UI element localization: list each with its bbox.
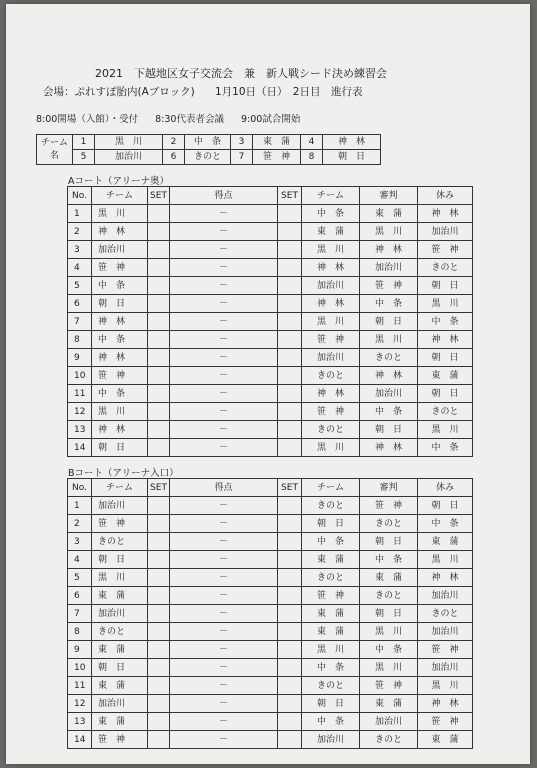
team-a: 中 条 <box>92 385 148 403</box>
set-cell <box>148 385 170 403</box>
team-b: 東 蒲 <box>302 223 360 241</box>
match-number: 3 <box>68 533 92 551</box>
table-row <box>68 259 473 277</box>
team-b: 黒 川 <box>302 313 360 331</box>
match-number: 3 <box>68 241 92 259</box>
score-cell: － <box>170 551 278 569</box>
team-b: 東 蒲 <box>302 623 360 641</box>
referee-team: 東 蒲 <box>360 695 418 713</box>
match-number: 4 <box>68 551 92 569</box>
team-a: きのと <box>92 623 148 641</box>
match-number: 14 <box>68 439 92 457</box>
match-number: 11 <box>68 385 92 403</box>
table-row <box>68 587 473 605</box>
score-cell: － <box>170 421 278 439</box>
table-row <box>68 421 473 439</box>
col-set: SET <box>148 187 170 205</box>
score-cell: － <box>170 241 278 259</box>
team-b: 神 林 <box>302 295 360 313</box>
team-b: 黒 川 <box>302 439 360 457</box>
table-row <box>68 367 473 385</box>
resting-team: 中 条 <box>418 515 473 533</box>
team-b: きのと <box>302 421 360 439</box>
team-b: 黒 川 <box>302 241 360 259</box>
team-b: 中 条 <box>302 659 360 677</box>
team-b: 加治川 <box>302 349 360 367</box>
match-number: 2 <box>68 515 92 533</box>
score-cell: － <box>170 403 278 421</box>
score-cell: － <box>170 695 278 713</box>
match-number: 14 <box>68 731 92 749</box>
team-a: 朝 日 <box>92 551 148 569</box>
match-number: 7 <box>68 313 92 331</box>
set-cell <box>278 497 302 515</box>
set-cell <box>278 641 302 659</box>
resting-team: きのと <box>418 605 473 623</box>
score-cell: － <box>170 331 278 349</box>
match-number: 8 <box>68 623 92 641</box>
set-cell <box>148 731 170 749</box>
resting-team: 東 蒲 <box>418 367 473 385</box>
team-name: 神 林 <box>323 135 381 150</box>
set-cell <box>148 533 170 551</box>
score-cell: － <box>170 439 278 457</box>
score-cell: － <box>170 641 278 659</box>
score-cell: － <box>170 385 278 403</box>
team-a: きのと <box>92 533 148 551</box>
set-cell <box>148 677 170 695</box>
table-row <box>68 515 473 533</box>
team-a: 朝 日 <box>92 659 148 677</box>
team-b: 中 条 <box>302 713 360 731</box>
set-cell <box>278 587 302 605</box>
col-rest: 休み <box>418 187 473 205</box>
table-row <box>68 551 473 569</box>
set-cell <box>148 623 170 641</box>
match-number: 9 <box>68 349 92 367</box>
resting-team: 笹 神 <box>418 713 473 731</box>
resting-team: 朝 日 <box>418 277 473 295</box>
table-row <box>68 403 473 421</box>
venue-line <box>43 84 363 99</box>
team-b: きのと <box>302 677 360 695</box>
set-cell <box>278 331 302 349</box>
team-b: 黒 川 <box>302 641 360 659</box>
team-number: 3 <box>231 135 253 150</box>
set-cell <box>148 569 170 587</box>
table-row <box>68 731 473 749</box>
team-a: 朝 日 <box>92 295 148 313</box>
col-team: チーム <box>92 479 148 497</box>
set-cell <box>148 313 170 331</box>
referee-team: きのと <box>360 587 418 605</box>
team-name: 中 条 <box>185 135 231 150</box>
resting-team: 神 林 <box>418 695 473 713</box>
table-row <box>68 385 473 403</box>
team-b: 加治川 <box>302 277 360 295</box>
resting-team: 神 林 <box>418 331 473 349</box>
team-b: 朝 日 <box>302 515 360 533</box>
score-cell: － <box>170 259 278 277</box>
team-a: 中 条 <box>92 331 148 349</box>
set-cell <box>148 551 170 569</box>
team-b: きのと <box>302 367 360 385</box>
resting-team: 笹 神 <box>418 241 473 259</box>
team-list-header: チーム名 <box>37 135 73 165</box>
score-cell: － <box>170 277 278 295</box>
set-cell <box>278 223 302 241</box>
score-cell: － <box>170 313 278 331</box>
referee-team: 加治川 <box>360 713 418 731</box>
resting-team: 黒 川 <box>418 295 473 313</box>
set-cell <box>278 515 302 533</box>
resting-team: 神 林 <box>418 205 473 223</box>
team-a: 東 蒲 <box>92 641 148 659</box>
set-cell <box>278 677 302 695</box>
set-cell <box>278 385 302 403</box>
team-b: 東 蒲 <box>302 551 360 569</box>
resting-team: 加治川 <box>418 223 473 241</box>
match-number: 7 <box>68 605 92 623</box>
team-name: 笹 神 <box>253 150 301 165</box>
team-a: 黒 川 <box>92 403 148 421</box>
schedule-start: 9:00試合開始 <box>241 114 301 125</box>
team-a: 加治川 <box>92 497 148 515</box>
team-b: 中 条 <box>302 533 360 551</box>
table-row <box>68 497 473 515</box>
team-a: 加治川 <box>92 241 148 259</box>
team-a: 神 林 <box>92 313 148 331</box>
referee-team: きのと <box>360 731 418 749</box>
team-a: 加治川 <box>92 605 148 623</box>
referee-team: 東 蒲 <box>360 205 418 223</box>
referee-team: 中 条 <box>360 295 418 313</box>
team-a: 朝 日 <box>92 439 148 457</box>
referee-team: 東 蒲 <box>360 569 418 587</box>
set-cell <box>148 641 170 659</box>
score-cell: － <box>170 349 278 367</box>
set-cell <box>278 367 302 385</box>
col-referee: 審判 <box>360 187 418 205</box>
col-set: SET <box>278 187 302 205</box>
match-number: 8 <box>68 331 92 349</box>
table-row <box>68 439 473 457</box>
referee-team: 黒 川 <box>360 623 418 641</box>
table-row <box>68 277 473 295</box>
match-number: 13 <box>68 713 92 731</box>
table-row <box>68 205 473 223</box>
col-team: チーム <box>92 187 148 205</box>
team-a: 東 蒲 <box>92 587 148 605</box>
score-cell: － <box>170 497 278 515</box>
set-cell <box>148 421 170 439</box>
resting-team: 東 蒲 <box>418 533 473 551</box>
set-cell <box>278 277 302 295</box>
referee-team: 黒 川 <box>360 659 418 677</box>
score-cell: － <box>170 533 278 551</box>
team-number: 4 <box>301 135 323 150</box>
set-cell <box>148 403 170 421</box>
set-cell <box>148 713 170 731</box>
score-cell: － <box>170 223 278 241</box>
match-number: 13 <box>68 421 92 439</box>
referee-team: 中 条 <box>360 551 418 569</box>
col-team: チーム <box>302 479 360 497</box>
team-name: 東 蒲 <box>253 135 301 150</box>
resting-team: 加治川 <box>418 587 473 605</box>
team-a: 黒 川 <box>92 569 148 587</box>
set-cell <box>278 313 302 331</box>
referee-team: 中 条 <box>360 403 418 421</box>
match-number: 5 <box>68 569 92 587</box>
resting-team: 加治川 <box>418 659 473 677</box>
set-cell <box>278 551 302 569</box>
court-b-label: Bコート（アリーナ入口） <box>68 468 179 479</box>
score-cell: － <box>170 731 278 749</box>
set-cell <box>148 277 170 295</box>
table-row <box>68 349 473 367</box>
resting-team: 黒 川 <box>418 677 473 695</box>
score-cell: － <box>170 515 278 533</box>
referee-team: 黒 川 <box>360 223 418 241</box>
score-cell: － <box>170 295 278 313</box>
resting-team: 加治川 <box>418 623 473 641</box>
team-number: 2 <box>163 135 185 150</box>
score-cell: － <box>170 569 278 587</box>
score-cell: － <box>170 677 278 695</box>
resting-team: 笹 神 <box>418 641 473 659</box>
referee-team: 神 林 <box>360 367 418 385</box>
score-cell: － <box>170 205 278 223</box>
team-b: 笹 神 <box>302 331 360 349</box>
team-a: 笹 神 <box>92 259 148 277</box>
referee-team: 加治川 <box>360 385 418 403</box>
set-cell <box>148 349 170 367</box>
team-a: 笹 神 <box>92 731 148 749</box>
referee-team: 笹 神 <box>360 677 418 695</box>
table-row <box>68 677 473 695</box>
referee-team: 朝 日 <box>360 533 418 551</box>
col-no: No. <box>68 479 92 497</box>
team-a: 東 蒲 <box>92 713 148 731</box>
set-cell <box>278 569 302 587</box>
venue: 会場：ぷれすぽ胎内(Aブロック) <box>43 86 195 98</box>
set-cell <box>278 731 302 749</box>
court-a-table <box>67 186 473 457</box>
team-a: 神 林 <box>92 349 148 367</box>
resting-team: 東 蒲 <box>418 731 473 749</box>
schedule-line <box>36 111 314 125</box>
team-number: 5 <box>73 150 95 165</box>
team-b: 笹 神 <box>302 587 360 605</box>
resting-team: 中 条 <box>418 439 473 457</box>
table-row <box>68 569 473 587</box>
match-number: 6 <box>68 295 92 313</box>
set-cell <box>278 623 302 641</box>
set-cell <box>278 241 302 259</box>
referee-team: 笹 神 <box>360 497 418 515</box>
score-cell: － <box>170 367 278 385</box>
set-cell <box>278 439 302 457</box>
referee-team: きのと <box>360 349 418 367</box>
table-row <box>68 241 473 259</box>
team-a: 笹 神 <box>92 367 148 385</box>
table-row <box>68 533 473 551</box>
table-row <box>68 331 473 349</box>
resting-team: 朝 日 <box>418 349 473 367</box>
set-cell <box>278 259 302 277</box>
set-cell <box>148 223 170 241</box>
team-b: 朝 日 <box>302 695 360 713</box>
set-cell <box>148 587 170 605</box>
referee-team: 笹 神 <box>360 277 418 295</box>
match-number: 2 <box>68 223 92 241</box>
event-date: 1月10日（日） 2日目 進行表 <box>215 86 363 98</box>
col-score: 得点 <box>170 187 278 205</box>
col-set: SET <box>148 479 170 497</box>
team-number: 7 <box>231 150 253 165</box>
resting-team: きのと <box>418 403 473 421</box>
set-cell <box>148 659 170 677</box>
team-b: 笹 神 <box>302 403 360 421</box>
match-number: 11 <box>68 677 92 695</box>
team-name: 加治川 <box>95 150 163 165</box>
team-b: 加治川 <box>302 731 360 749</box>
set-cell <box>278 533 302 551</box>
match-number: 10 <box>68 367 92 385</box>
match-number: 9 <box>68 641 92 659</box>
set-cell <box>278 713 302 731</box>
set-cell <box>148 497 170 515</box>
set-cell <box>148 367 170 385</box>
team-number: 8 <box>301 150 323 165</box>
team-b: 東 蒲 <box>302 605 360 623</box>
team-a: 中 条 <box>92 277 148 295</box>
team-a: 加治川 <box>92 695 148 713</box>
col-set: SET <box>278 479 302 497</box>
col-score: 得点 <box>170 479 278 497</box>
match-number: 12 <box>68 403 92 421</box>
resting-team: 神 林 <box>418 569 473 587</box>
match-number: 1 <box>68 205 92 223</box>
schedule-meeting: 8:30代表者会議 <box>155 114 224 125</box>
team-b: 中 条 <box>302 205 360 223</box>
table-row <box>68 605 473 623</box>
match-number: 1 <box>68 497 92 515</box>
score-cell: － <box>170 713 278 731</box>
team-number: 1 <box>73 135 95 150</box>
resting-team: きのと <box>418 259 473 277</box>
team-a: 神 林 <box>92 421 148 439</box>
table-row <box>68 713 473 731</box>
resting-team: 中 条 <box>418 313 473 331</box>
referee-team: 朝 日 <box>360 313 418 331</box>
team-b: 神 林 <box>302 385 360 403</box>
match-number: 4 <box>68 259 92 277</box>
set-cell <box>278 403 302 421</box>
match-number: 12 <box>68 695 92 713</box>
referee-team: 朝 日 <box>360 605 418 623</box>
set-cell <box>278 695 302 713</box>
table-row <box>68 623 473 641</box>
referee-team: 朝 日 <box>360 421 418 439</box>
set-cell <box>148 241 170 259</box>
table-row <box>68 641 473 659</box>
referee-team: 黒 川 <box>360 331 418 349</box>
table-row <box>68 659 473 677</box>
set-cell <box>278 659 302 677</box>
set-cell <box>278 205 302 223</box>
set-cell <box>278 295 302 313</box>
table-row <box>68 223 473 241</box>
resting-team: 黒 川 <box>418 551 473 569</box>
set-cell <box>148 695 170 713</box>
col-team: チーム <box>302 187 360 205</box>
team-b: きのと <box>302 569 360 587</box>
referee-team: 神 林 <box>360 241 418 259</box>
team-a: 東 蒲 <box>92 677 148 695</box>
score-cell: － <box>170 587 278 605</box>
team-name: 黒 川 <box>95 135 163 150</box>
team-b: きのと <box>302 497 360 515</box>
set-cell <box>148 295 170 313</box>
match-number: 10 <box>68 659 92 677</box>
set-cell <box>148 331 170 349</box>
set-cell <box>278 605 302 623</box>
set-cell <box>148 605 170 623</box>
referee-team: 神 林 <box>360 439 418 457</box>
set-cell <box>148 515 170 533</box>
referee-team: 中 条 <box>360 641 418 659</box>
set-cell <box>148 439 170 457</box>
team-a: 黒 川 <box>92 205 148 223</box>
match-number: 6 <box>68 587 92 605</box>
resting-team: 朝 日 <box>418 497 473 515</box>
col-no: No. <box>68 187 92 205</box>
court-a-label: Aコート（アリーナ奥） <box>68 176 170 187</box>
team-name: 朝 日 <box>323 150 381 165</box>
match-number: 5 <box>68 277 92 295</box>
referee-team: 加治川 <box>360 259 418 277</box>
score-cell: － <box>170 605 278 623</box>
set-cell <box>278 421 302 439</box>
set-cell <box>148 259 170 277</box>
score-cell: － <box>170 623 278 641</box>
resting-team: 黒 川 <box>418 421 473 439</box>
table-row <box>68 295 473 313</box>
schedule-open: 8:00開場（入館）・受付 <box>36 114 139 125</box>
team-a: 笹 神 <box>92 515 148 533</box>
col-rest: 休み <box>418 479 473 497</box>
set-cell <box>278 349 302 367</box>
table-row <box>68 313 473 331</box>
score-cell: － <box>170 659 278 677</box>
court-b-table <box>67 478 473 749</box>
team-name: きのと <box>185 150 231 165</box>
resting-team: 朝 日 <box>418 385 473 403</box>
document-title: 2021 下越地区女子交流会 兼 新人戦シード決め練習会 <box>95 67 387 80</box>
team-a: 神 林 <box>92 223 148 241</box>
team-number: 6 <box>163 150 185 165</box>
referee-team: きのと <box>360 515 418 533</box>
table-row <box>68 695 473 713</box>
team-b: 神 林 <box>302 259 360 277</box>
set-cell <box>148 205 170 223</box>
col-referee: 審判 <box>360 479 418 497</box>
team-list-table <box>36 134 381 165</box>
